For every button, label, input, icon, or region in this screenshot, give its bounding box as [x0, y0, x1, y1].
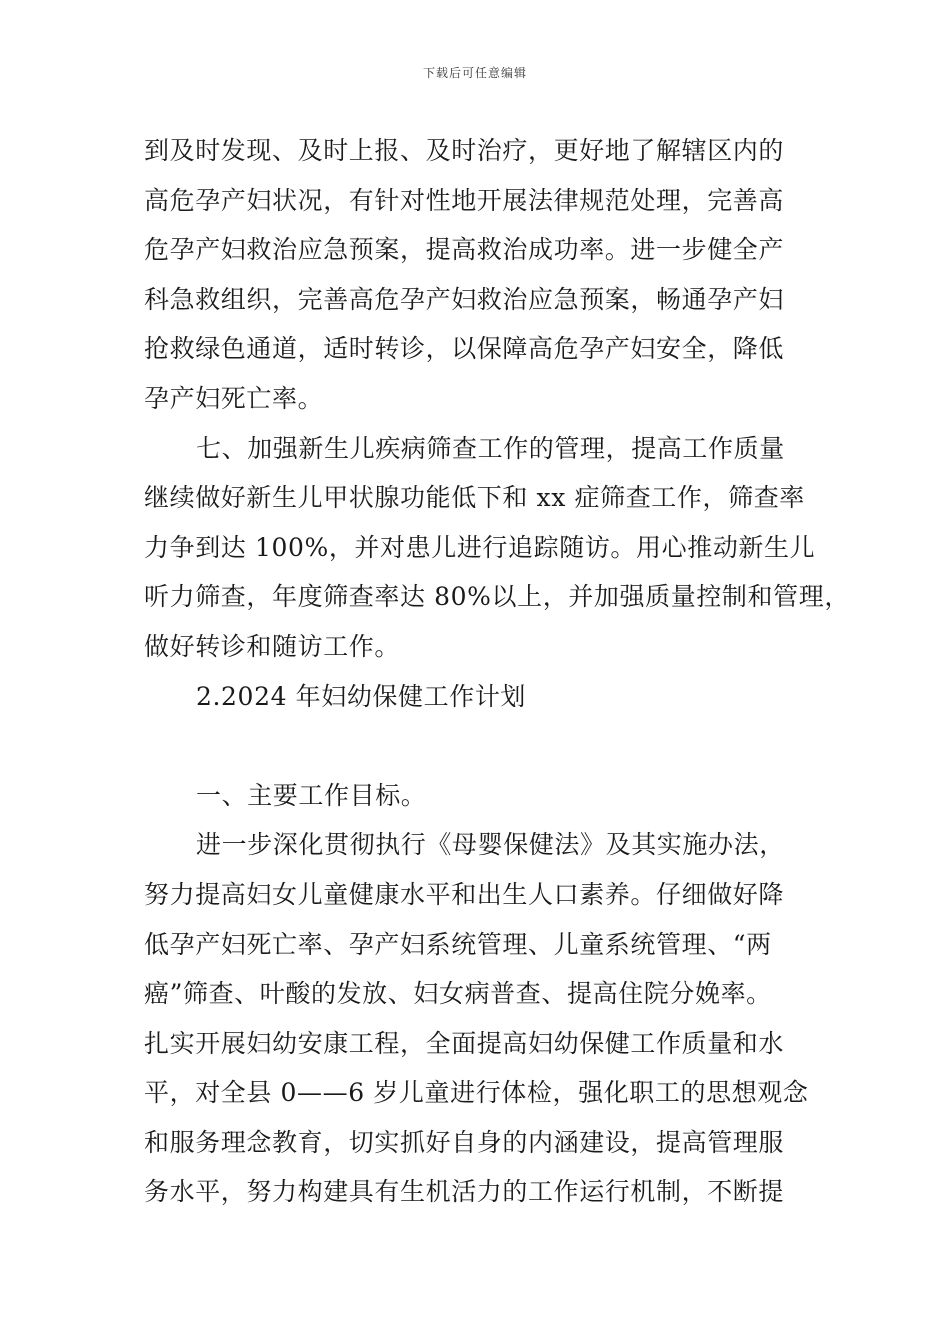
- text-line: 和服务理念教育，切实抓好自身的内涵建设，提高管理服: [144, 1127, 785, 1157]
- text-line: 继续做好新生儿甲状腺功能低下和 xx 症筛查工作，筛查率: [144, 483, 805, 513]
- text-line: 听力筛查，年度筛查率达 80%以上，并加强质量控制和管理，: [144, 582, 850, 612]
- text-line: 癌”筛查、叶酸的发放、妇女病普查、提高住院分娩率。: [144, 979, 772, 1009]
- text-line: 务水平，努力构建具有生机活力的工作运行机制，不断提: [144, 1177, 785, 1207]
- text-line: 孕产妇死亡率。: [144, 383, 324, 413]
- text-line: 力争到达 100%，并对患儿进行追踪随访。用心推动新生儿: [144, 532, 816, 562]
- blank-line: [144, 721, 834, 771]
- text-line: 高危孕产妇状况，有针对性地开展法律规范处理，完善高: [144, 185, 785, 215]
- text-line: 到及时发现、及时上报、及时治疗，更好地了解辖区内的: [144, 136, 785, 165]
- section-heading: 一、主要工作目标。: [196, 780, 427, 810]
- text-line: 努力提高妇女儿童健康水平和出生人口素养。仔细做好降: [144, 879, 785, 909]
- document-title: 2.2024 年妇幼保健工作计划: [196, 681, 527, 711]
- page-header: 下载后可任意编辑: [422, 66, 527, 80]
- text-line: 抢救绿色通道，适时转诊，以保障高危孕产妇安全，降低: [144, 334, 785, 364]
- document-body: [144, 126, 850, 1217]
- text-line: 平，对全县 0——6 岁儿童进行体检，强化职工的思想观念: [144, 1078, 809, 1108]
- text-line: 低孕产妇死亡率、孕产妇系统管理、儿童系统管理、“两: [144, 929, 772, 959]
- text-line: 进一步深化贯彻执行《母婴保健法》及其实施办法，: [196, 830, 785, 860]
- text-line: 科急救组织，完善高危孕产妇救治应急预案，畅通孕产妇: [144, 284, 785, 314]
- text-line: 扎实开展妇幼安康工程，全面提高妇幼保健工作质量和水: [144, 1028, 785, 1058]
- text-line: 做好转诊和随访工作。: [144, 631, 401, 661]
- text-line: 危孕产妇救治应急预案，提高救治成功率。进一步健全产: [144, 235, 785, 265]
- section-heading: 七、加强新生儿疾病筛查工作的管理，提高工作质量: [196, 433, 785, 463]
